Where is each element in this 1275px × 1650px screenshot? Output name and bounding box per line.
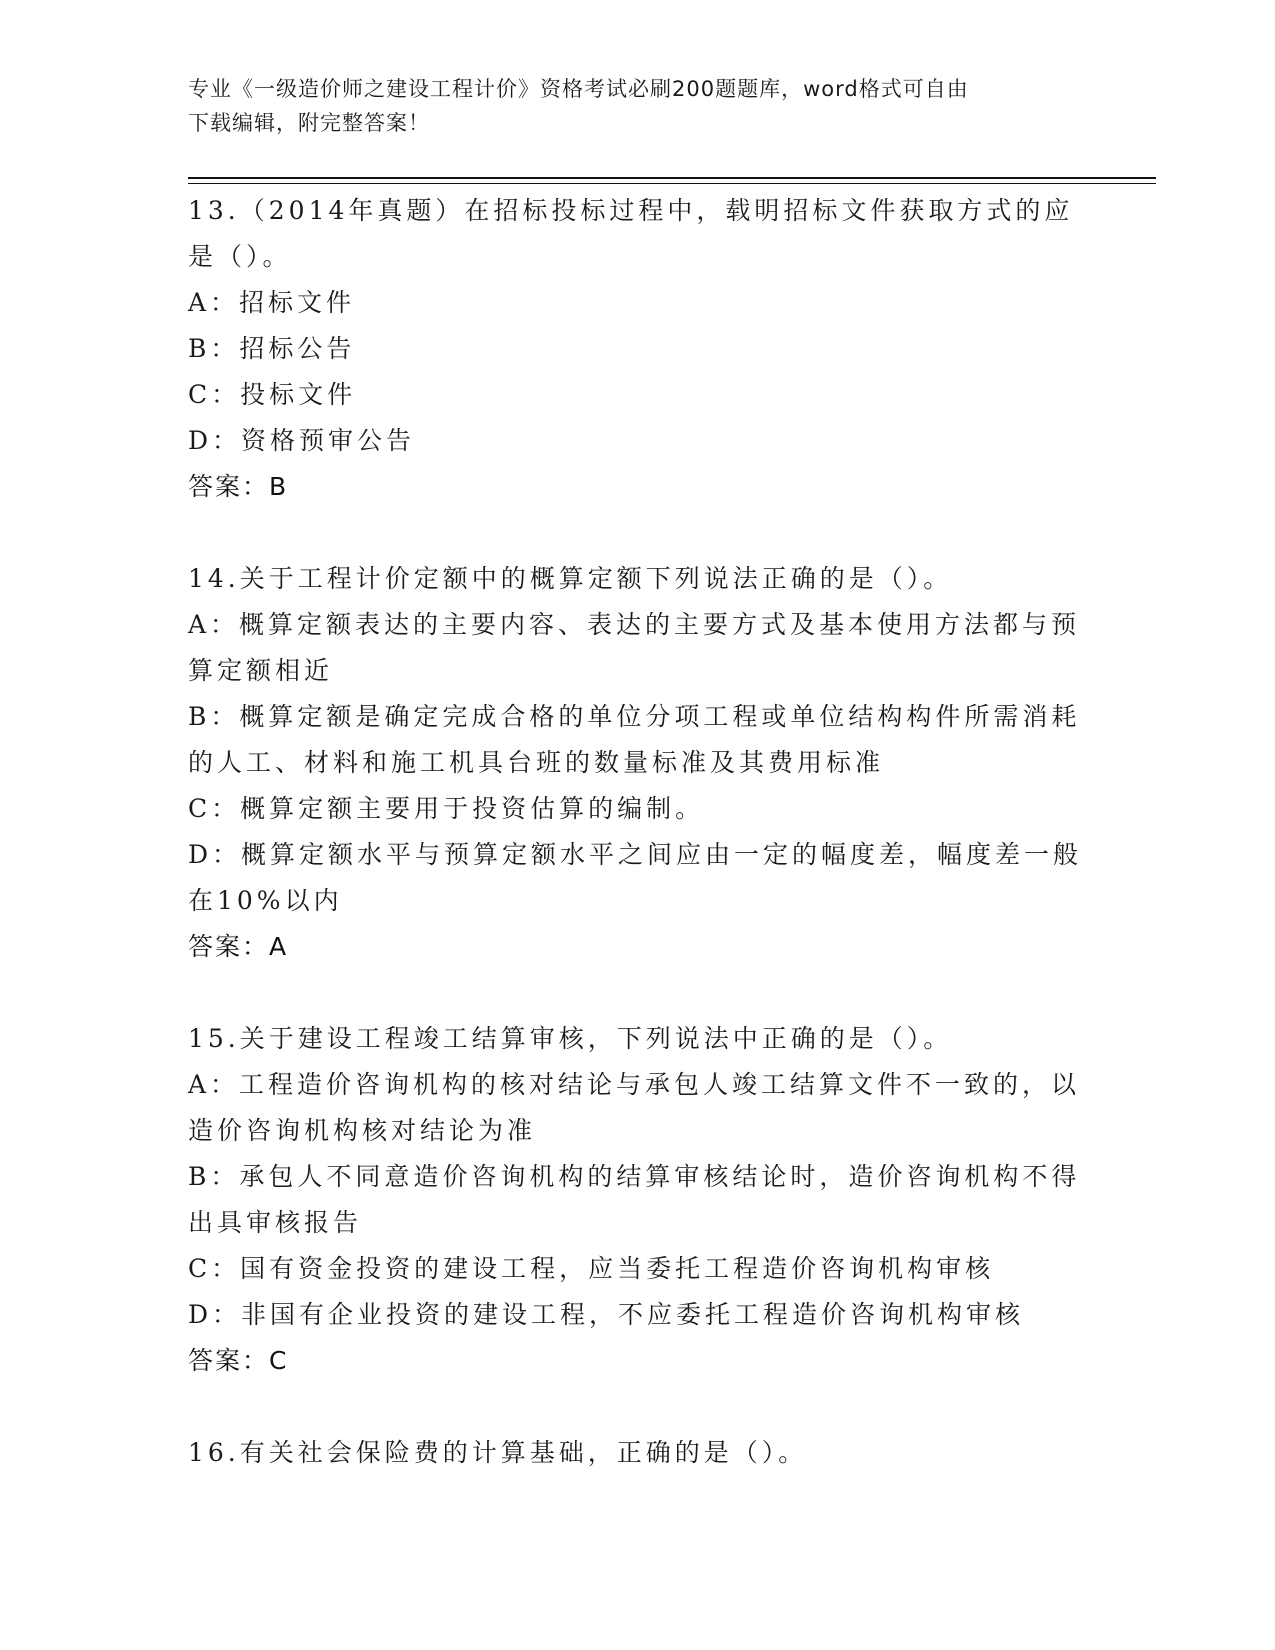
question-list — [188, 188, 1088, 1522]
option-a: A：概算定额表达的主要内容、表达的主要方式及基本使用方法都与预算定额相近 — [188, 610, 1081, 685]
question-text: 13.（2014年真题）在招标投标过程中，载明招标文件获取方式的应是（）。 — [188, 196, 1074, 271]
option-d: D：资格预审公告 — [188, 426, 416, 455]
question-text: 15.关于建设工程竣工结算审核，下列说法中正确的是（）。 — [188, 1024, 953, 1053]
option-a: A：工程造价咨询机构的核对结论与承包人竣工结算文件不一致的，以造价咨询机构核对结论为准 — [188, 1070, 1081, 1145]
document-header — [188, 72, 1088, 140]
answer-label: 答案：C — [188, 1346, 289, 1375]
header-line-1: 专业《一级造价师之建设工程计价》资格考试必刷200题题库，word格式可自由 — [188, 77, 969, 101]
header-line-2: 下载编辑，附完整答案！ — [188, 111, 430, 135]
option-c: C：概算定额主要用于投资估算的编制。 — [188, 794, 705, 823]
option-c: C：投标文件 — [188, 380, 357, 409]
option-d: D：概算定额水平与预算定额水平之间应由一定的幅度差，幅度差一般在10%以内 — [188, 840, 1083, 915]
option-b: B：承包人不同意造价咨询机构的结算审核结论时，造价咨询机构不得出具审核报告 — [188, 1162, 1081, 1237]
option-d: D：非国有企业投资的建设工程，不应委托工程造价咨询机构审核 — [188, 1300, 1025, 1329]
answer-label: 答案：A — [188, 932, 289, 961]
header-divider-thin — [188, 183, 1156, 184]
question-14 — [188, 556, 1088, 970]
question-text: 16.有关社会保险费的计算基础，正确的是（）。 — [188, 1438, 808, 1467]
question-13 — [188, 188, 1088, 510]
option-b: B：概算定额是确定完成合格的单位分项工程或单位结构构件所需消耗的人工、材料和施工机具台班的数量标准及其费用标准 — [188, 702, 1081, 777]
option-a: A：招标文件 — [188, 288, 356, 317]
answer-label: 答案：B — [188, 472, 289, 501]
option-c: C：国有资金投资的建设工程，应当委托工程造价咨询机构审核 — [188, 1254, 995, 1283]
header-divider-thick — [188, 177, 1156, 179]
option-b: B：招标公告 — [188, 334, 356, 363]
question-16 — [188, 1430, 1088, 1476]
question-text: 14.关于工程计价定额中的概算定额下列说法正确的是（）。 — [188, 564, 953, 593]
question-15 — [188, 1016, 1088, 1384]
